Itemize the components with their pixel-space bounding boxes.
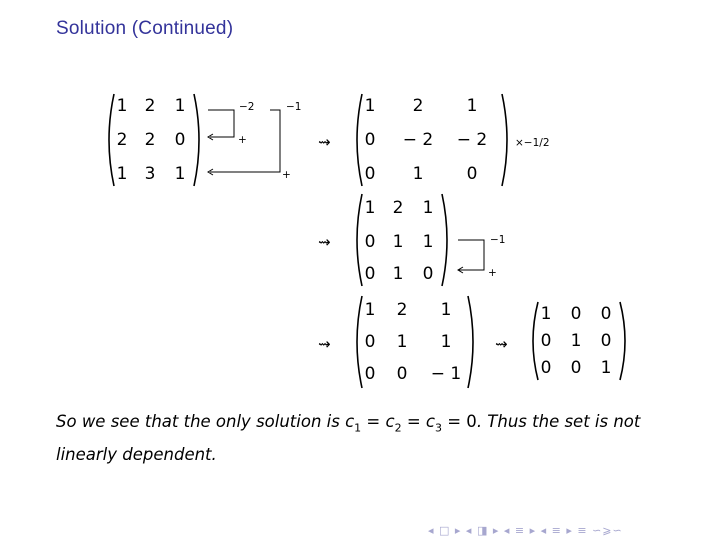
variable-c: c	[345, 412, 355, 431]
matrix-cell: 1	[466, 96, 478, 116]
matrix-cell: 2	[412, 96, 424, 116]
matrix-cell: 0	[600, 304, 612, 324]
matrix-cell: 0	[422, 264, 434, 284]
matrix-cell: 0	[364, 232, 376, 252]
matrix-cell: 2	[144, 96, 156, 116]
subscript: 2	[394, 421, 402, 435]
equals-zero: = 0	[441, 412, 477, 431]
matrix-cell: 0	[174, 130, 186, 150]
reduces-to-arrow: ⇝	[318, 335, 331, 353]
matrix-cell: 1	[364, 198, 376, 218]
matrix-step-3	[352, 192, 452, 288]
matrix-cell: − 2	[456, 130, 488, 150]
matrix-cell: 0	[396, 364, 408, 384]
matrix-cell: 1	[174, 96, 186, 116]
row-op-plus: +	[488, 267, 497, 279]
row-op-plus: +	[282, 169, 291, 181]
matrix-cell: 2	[144, 130, 156, 150]
matrix-cell: 1	[396, 332, 408, 352]
equals-sign: =	[361, 412, 386, 431]
matrix-cell: 2	[392, 198, 404, 218]
conclusion-text	[56, 408, 686, 468]
matrix-cell: 1	[440, 300, 452, 320]
matrix-cell: 1	[364, 300, 376, 320]
reduces-to-arrow: ⇝	[318, 233, 331, 251]
reduces-to-arrow: ⇝	[495, 335, 508, 353]
matrix-cell: 0	[570, 304, 582, 324]
matrix-cell: 1	[392, 232, 404, 252]
slide-title: Solution (Continued)	[56, 18, 234, 39]
variable-c: c	[385, 412, 395, 431]
matrix-original	[104, 92, 204, 188]
matrix-cell: 1	[116, 96, 128, 116]
matrix-cell: 2	[116, 130, 128, 150]
matrix-cell: 1	[540, 304, 552, 324]
matrix-cell: 1	[174, 164, 186, 184]
matrix-cell: 0	[364, 264, 376, 284]
matrix-cell: 0	[540, 331, 552, 351]
matrix-cell: 1	[392, 264, 404, 284]
matrix-cell: 0	[540, 358, 552, 378]
matrix-cell: 1	[440, 332, 452, 352]
matrix-cell: 0	[600, 331, 612, 351]
matrix-cell: − 2	[402, 130, 434, 150]
equals-sign: =	[401, 412, 426, 431]
matrix-cell: 1	[422, 198, 434, 218]
matrix-step-2	[352, 92, 512, 188]
subscript: 1	[354, 421, 362, 435]
row-op-multiplier: −1	[286, 101, 302, 113]
conclusion-part: So we see that the only solution is	[56, 412, 346, 431]
matrix-cell: 2	[396, 300, 408, 320]
matrix-cell: 0	[364, 130, 376, 150]
matrix-cell: 1	[412, 164, 424, 184]
row-op-scale: ×−1/2	[515, 137, 550, 149]
matrix-cell: 1	[570, 331, 582, 351]
matrix-cell: 1	[422, 232, 434, 252]
slide-navigation-icons[interactable]: ◂ □ ▸ ◂ ◨ ▸ ◂ ≡ ▸ ◂ ≡ ▸ ≡ ∽⩾∽	[428, 524, 623, 537]
row-op-multiplier: −1	[490, 234, 506, 246]
matrix-cell: 0	[570, 358, 582, 378]
matrix-identity	[528, 300, 630, 382]
matrix-cell: 0	[364, 164, 376, 184]
matrix-cell: 0	[466, 164, 478, 184]
matrix-cell: 0	[364, 332, 376, 352]
matrix-step-4	[352, 294, 478, 390]
matrix-cell: 1	[600, 358, 612, 378]
matrix-cell: 0	[364, 364, 376, 384]
row-op-multiplier: −2	[239, 101, 255, 113]
row-op-plus: +	[238, 134, 247, 146]
conclusion-part: . Thus the set is not linearly dependent.	[56, 412, 641, 465]
variable-c: c	[425, 412, 435, 431]
matrix-cell: 3	[144, 164, 156, 184]
matrix-cell: 1	[364, 96, 376, 116]
reduces-to-arrow: ⇝	[318, 133, 331, 151]
matrix-cell: − 1	[430, 364, 462, 384]
subscript: 3	[434, 421, 442, 435]
matrix-cell: 1	[116, 164, 128, 184]
